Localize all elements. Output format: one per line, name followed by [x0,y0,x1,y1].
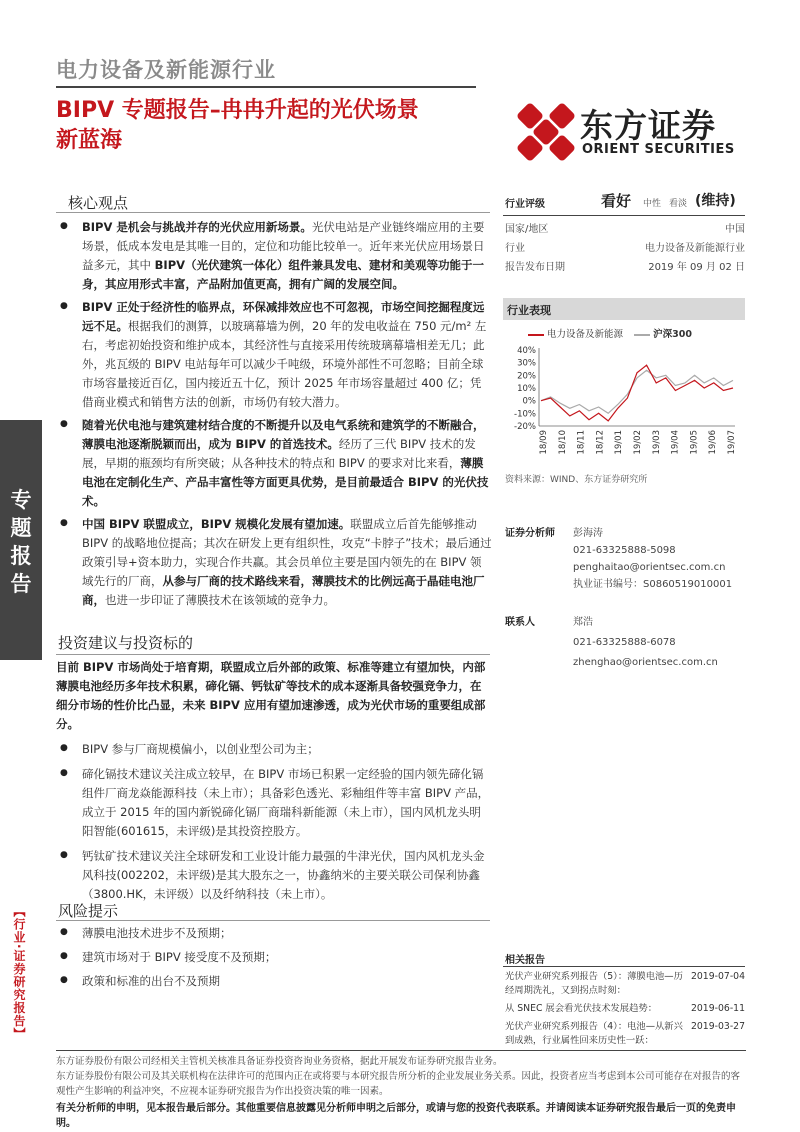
x-tick-label: 19/05 [689,430,700,455]
core-view-item [56,416,492,511]
report-title [56,96,486,156]
related-title: 光伏产业研究系列报告（4）：电池—从新兴到成熟，行业属性回来历史性一跃： [505,1021,683,1046]
core-view-text: 中国 BIPV 联盟成立，BIPV 规模化发展有望加速。联盟成立后首先能够推动 BIPV 的战略地位提高；其次在研发上更有组织性，攻克“卡脖子”技术；最后通过政策引导+资本助力，实现合作共赢。其会员单位主要是国内领先的在 BIPV 领域先行的厂商，从参与厂商的技术路线来看，薄膜技术的比例远高于晶硅电池厂商，也进一步印证了薄膜技术在该领域的竞争力。 [82,517,492,607]
title-line-1: BIPV 专题报告–冉冉升起的光伏场景 [56,98,419,123]
related-item[interactable] [505,1002,745,1016]
bullet-icon: ● [60,743,68,753]
footer [56,1054,746,1129]
analyst-name: 彭海涛 [573,528,603,539]
footer-line-2: 东方证券股份有限公司及其关联机构在法律许可的范围内正在或将要与本研究报告所分析的企业发展业务关系。因此，投资者应当考虑到本公司可能存在对报告的客观性产生影响的利益冲突，不应视本证券研究报告为作出投资决策的唯一因素。 [56,1071,741,1097]
core-view-text: BIPV 正处于经济性的临界点，环保减排效应也不可忽视，市场空间挖掘程度远远不足。根据我们的测算，以玻璃幕墙为例，20 年的发电收益在 750 元/m² 左右，考虑初始投资和维护成本，其经济性与直接采用传统玻璃幕墙相差无几；此外，兆瓦级的 BIPV 电站每年可以减少千吨级，环境外部性不可忽略；目前全球市场容量接近百亿，国内接近五十亿，预计 2025 年市场容量超过 400 亿；凭借商业模式和销售方法的创新，市场仍有较大潜力。 [82,300,487,409]
legend-label-sector: 电力设备及新能源 [547,329,624,340]
side-report-type-label: 【行业·证券研究报告】 [12,905,26,1041]
y-tick-label: -10% [514,409,536,420]
meta-row [505,258,745,277]
x-tick-label: 19/06 [708,430,719,455]
investment-heading: 投资建议与投资标的 [58,634,194,652]
investment-item [56,740,492,759]
bullet-icon: ● [60,518,68,528]
contact-row [505,614,745,631]
investment-item-text: 碲化镉技术建议关注成立较早，在 BIPV 市场已积累一定经验的国内领先碲化镉组件厂商龙焱能源科技（未上市）；具备彩色透光、彩釉组件等丰富 BIPV 产品，成立于 2015 年的国内新锐碲化镉厂商瑞科新能源（未上市），国内风机龙头明阳智能(601615，未评级)是其投资控股方。 [82,767,490,838]
rating-status: (维持) [695,193,736,209]
meta-key: 国家/地区 [505,224,549,235]
related-title: 光伏产业研究系列报告（5）：薄膜电池—历经周期洗礼，又到拐点时刻： [505,971,683,996]
related-rule [503,966,745,967]
related-item[interactable] [505,970,745,998]
x-tick-label: 19/04 [670,430,681,455]
x-tick-label: 18/12 [595,430,606,455]
y-tick-label: 20% [517,371,536,382]
x-tick-label: 19/07 [727,430,737,455]
rating-rule [503,215,745,216]
risk-item [56,948,492,967]
analyst-cert: 执业证书编号：S0860519010001 [573,579,733,590]
analyst-label: 证券分析师 [505,528,555,539]
x-tick-label: 19/01 [614,430,625,455]
risk-item-text: 政策和标准的出台不及预期 [82,974,220,988]
analyst-email[interactable]: penghaitao@orientsec.com.cn [573,562,726,573]
contact-phone: 021-63325888-6078 [573,637,676,648]
x-tick-label: 18/09 [539,430,549,455]
meta-key: 报告发布日期 [505,262,565,273]
risk-item [56,972,492,991]
meta-value: 2019 年 09 月 02 日 [648,262,745,273]
analyst-row [505,525,745,542]
industry-heading: 电力设备及新能源行业 [56,58,276,82]
footer-rule [56,1050,746,1051]
bullet-icon: ● [60,927,68,937]
risks-heading: 风险提示 [58,902,119,920]
side-tab-special-report [0,420,42,660]
x-tick-label: 19/03 [651,430,662,455]
related-date: 2019-06-11 [690,1003,745,1014]
risks-list [56,924,492,991]
logo-name-en: ORIENT SECURITIES [582,142,735,157]
investment-rule [56,654,490,655]
meta-row [505,239,745,258]
core-views-heading: 核心观点 [68,194,129,212]
contact-block [505,614,745,671]
series-line-sector [541,365,733,421]
core-view-item [56,515,492,610]
performance-heading: 行业表现 [503,298,745,320]
related-date: 2019-07-04 [690,971,745,982]
related-list [505,970,745,1048]
y-tick-label: 10% [517,384,536,394]
analyst-phone: 021-63325888-5098 [573,545,676,556]
core-view-text: 随着光伏电池与建筑建材结合度的不断提升以及电气系统和建筑学的不断融合，薄膜电池逐渐脱颖而出，成为 BIPV 的首选技术。经历了三代 BIPV 技术的发展，早期的瓶颈均有所突破；从各种技术的特点和 BIPV 的要求对比来看，薄膜电池在定制化生产、产品丰富性等方面更具优势，是目前最适合 BIPV 的光伏技术。 [82,418,489,508]
contact-email[interactable]: zhenghao@orientsec.com.cn [573,657,718,668]
chart-legend [528,326,748,340]
investment-item-text: 钙钛矿技术建议关注全球研发和工业设计能力最强的牛津光伏，国内风机龙头金风科技(002202，未评级)是其大股东之一，协鑫纳米的主要关联公司保利协鑫（3800.HK，未评级）以及纤纳科技（未上市）。 [82,849,485,901]
logo-name-cn: 东方证券 [580,106,716,145]
rating-value: 看好 [601,192,632,210]
legend-swatch-sector [528,334,544,336]
chart-source: 资料来源：WIND、东方证券研究所 [505,475,648,485]
orient-logo-icon [517,103,575,161]
footer-line-3: 有关分析师的申明，见本报告最后部分。其他重要信息披露见分析师申明之后部分，或请与您的投资代表联系。并请阅读本证券研究报告最后一页的免责申明。 [56,1103,736,1129]
meta-table [505,220,745,277]
meta-value: 电力设备及新能源行业 [645,243,745,254]
title-line-2: 新蓝海 [56,128,123,153]
meta-key: 行业 [505,243,525,254]
contact-name: 郑浩 [573,617,593,628]
bullet-icon: ● [60,301,68,311]
core-view-item [56,218,492,294]
bullet-icon: ● [60,221,68,231]
core-views-rule [56,212,490,213]
related-item[interactable] [505,1020,745,1048]
related-heading: 相关报告 [505,955,545,966]
core-view-text: BIPV 是机会与挑战并存的光伏应用新场景。光伏电站是产业链终端应用的主要场景，低成本发电是其唯一目的，定位和功能比较单一。近年来光伏应用场景日益多元，其中 BIPV（光伏建筑一体化）组件兼具发电、建材和美观等功能于一身，其应用形式丰富，产品附加值更高，拥有广阔的发展空间。 [82,220,485,291]
risk-item-text: 建筑市场对于 BIPV 接受度不及预期； [82,950,277,964]
analyst-block [505,525,745,593]
bullet-icon: ● [60,951,68,961]
rating-option-neutral: 中性 [643,199,662,209]
y-tick-label: 40% [517,346,536,356]
core-view-item [56,298,492,412]
y-tick-label: -20% [514,422,536,432]
legend-swatch-index [634,334,650,336]
legend-label-index: 沪深300 [653,329,692,340]
performance-chart [503,342,745,464]
rating-option-negative: 看淡 [669,199,688,209]
investment-item [56,847,492,904]
risks-rule [56,920,490,921]
rating-row [505,190,745,212]
y-tick-label: 0% [522,396,536,407]
header-rule [56,86,476,88]
bullet-icon: ● [60,419,68,429]
bullet-icon: ● [60,850,68,860]
side-tab-text: 专题报告 [10,488,32,596]
investment-item-text: BIPV 参与厂商规模偏小，以创业型公司为主； [82,742,319,756]
bullet-icon: ● [60,768,68,778]
series-line-index [541,370,733,413]
x-tick-label: 18/10 [557,430,568,455]
related-date: 2019-03-27 [690,1021,745,1032]
y-tick-label: 30% [517,358,536,369]
bullet-icon: ● [60,975,68,985]
rating-label: 行业评级 [505,199,545,210]
investment-item [56,765,492,841]
core-views-list [56,218,492,610]
risk-item [56,924,492,943]
related-title: 从 SNEC 展会看光伏技术发展趋势： [505,1003,657,1014]
meta-value: 中国 [725,224,745,235]
investment-body [56,658,492,904]
x-tick-label: 18/11 [576,430,587,455]
investment-intro: 目前 BIPV 市场尚处于培育期，联盟成立后外部的政策、标准等建立有望加快，内部薄膜电池经历多年技术积累，碲化镉、钙钛矿等技术的成本逐渐具备较强竞争力，在细分市场的性价比凸显，未来 BIPV 应用有望加速渗透，成为光伏市场的重要组成部分。 [56,660,486,731]
x-tick-label: 19/02 [633,430,643,455]
contact-label: 联系人 [505,617,535,628]
footer-line-1: 东方证券股份有限公司经相关主管机关核准具备证券投资咨询业务资格，据此开展发布证券研究报告业务。 [56,1056,503,1067]
meta-row [505,220,745,239]
risk-item-text: 薄膜电池技术进步不及预期； [82,926,232,940]
